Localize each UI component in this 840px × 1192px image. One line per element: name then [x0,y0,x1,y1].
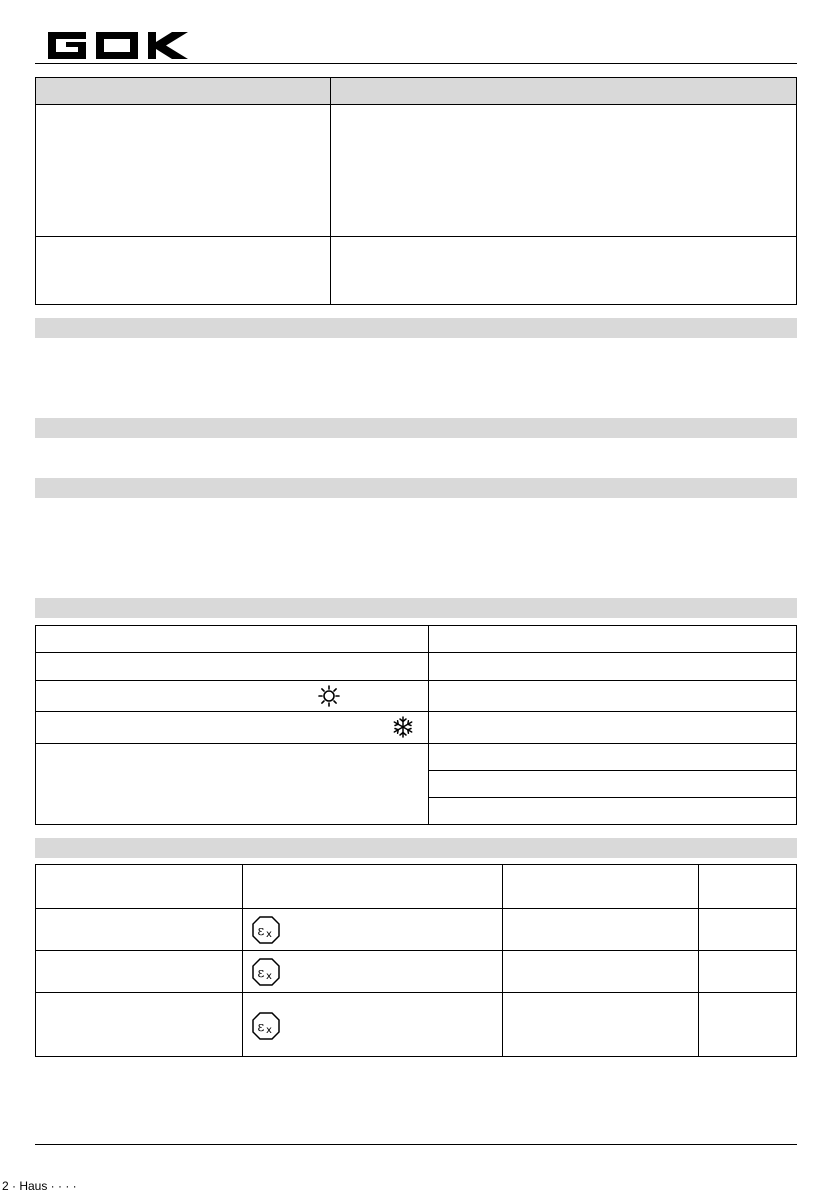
top-table-header-right [331,78,797,105]
gok-logo [44,30,192,60]
middle-table-cell [429,681,797,712]
bottom-table-cell [36,993,243,1057]
bottom-table-cell [503,951,699,993]
middle-table-cell [429,798,797,825]
svg-text:x: x [266,1025,272,1036]
bottom-table-cell [243,951,503,993]
top-table-cell [36,105,331,237]
middle-table [35,625,797,825]
middle-table-cell [36,681,429,712]
svg-text:x: x [266,971,272,982]
bottom-table-cell [699,865,797,909]
svg-text:ε: ε [257,1020,265,1035]
section-bar [35,838,797,858]
section-bar [35,318,797,338]
footer-rule [35,1144,797,1145]
bottom-table-cell [36,865,243,909]
bottom-table-cell [699,909,797,951]
svg-text:ε: ε [257,966,265,981]
ex-atex-icon [251,915,281,945]
bottom-table-cell [243,993,503,1057]
bottom-table-cell [36,951,243,993]
section-bar [35,478,797,498]
bottom-table-cell [699,951,797,993]
top-table-cell [331,105,797,237]
ex-atex-icon [251,1011,281,1041]
middle-table-cell [429,712,797,744]
bottom-table-cell [503,865,699,909]
section-bar [35,598,797,618]
sun-icon [318,685,340,707]
middle-table-cell [429,744,797,771]
bottom-table-cell [243,865,503,909]
ex-atex-icon [251,957,281,987]
middle-table-cell [36,626,429,653]
bottom-table [35,864,797,1057]
middle-table-cell [429,653,797,681]
middle-table-cell [429,771,797,798]
middle-table-cell [36,653,429,681]
middle-table-cell [36,712,429,744]
top-table [35,77,797,305]
bottom-table-cell [699,993,797,1057]
middle-table-cell [429,626,797,653]
svg-text:ε: ε [257,924,265,939]
bottom-table-cell [503,909,699,951]
svg-text:x: x [266,929,272,940]
top-table-cell [331,237,797,305]
middle-table-cell [36,744,429,825]
bottom-table-cell [503,993,699,1057]
header-rule [35,63,797,64]
bottom-table-cell [36,909,243,951]
footer-truncated-text: 2 · Haus · · · · [2,1181,77,1192]
top-table-header-left [36,78,331,105]
section-bar [35,418,797,438]
snowflake-icon [392,716,414,738]
bottom-table-cell [243,909,503,951]
top-table-cell [36,237,331,305]
